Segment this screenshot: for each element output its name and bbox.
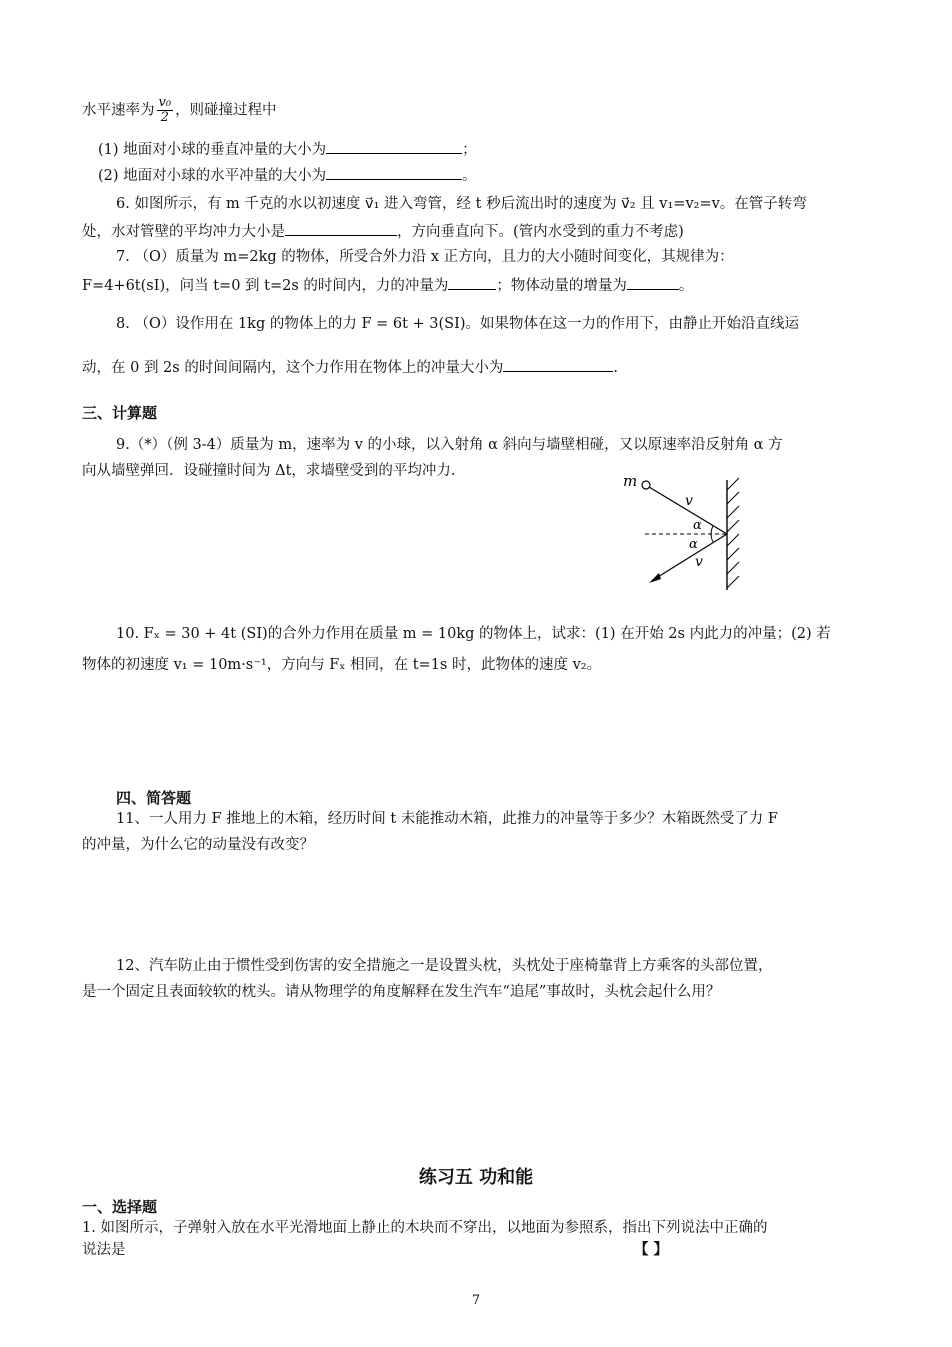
q1-line-2: 说法是 【 】 xyxy=(82,1239,872,1261)
answer-blank[interactable] xyxy=(448,274,496,290)
text-l1-tail: ，则碰撞过程中 xyxy=(175,102,277,119)
wall-collision-diagram xyxy=(615,470,765,595)
q9-line-1: 9.（*）（例 3-4）质量为 m，速率为 v 的小球，以入射角 α 斜向与墙壁相碰，又以原速率沿反射角 α 方 xyxy=(116,437,783,453)
label-m: m xyxy=(623,472,638,490)
ball-icon xyxy=(642,481,650,489)
answer-blank[interactable] xyxy=(627,274,679,290)
answer-blank[interactable] xyxy=(326,164,462,180)
arrow-head-icon xyxy=(649,573,661,583)
q7-line-1: 7. （O）质量为 m=2kg 的物体，所受合外力沿 x 正方向，且力的大小随时间变化，其规律为： xyxy=(116,249,734,265)
fraction-v0-over-2: $\frac{\text{v₀}}{2}$ xyxy=(158,95,172,125)
q6-line-1: 6. 如图所示，有 m 千克的水以初速度 v⃗₁ 进入弯管，经 t 秒后流出时的速度为 v⃗₂ 且 v₁=v₂=v。在管子转弯 xyxy=(116,196,807,212)
label-alpha-1: α xyxy=(693,518,702,533)
q12-line-2: 是一个固定且表面较软的枕头。请从物理学的角度解释在发生汽车“追尾”事故时，头枕会起什么用？ xyxy=(82,984,721,1000)
label-v-in: v xyxy=(685,493,693,509)
q8-line-2: 动，在 0 到 2s 的时间间隔内，这个力作用在物体上的冲量大小为 . xyxy=(82,356,872,379)
answer-bracket[interactable]: 【 】 xyxy=(634,1242,669,1258)
answer-blank[interactable] xyxy=(503,356,613,372)
q6-line-2: 处，水对管壁的平均冲力大小是 ，方向垂直向下。(管内水受到的重力不考虑) xyxy=(82,220,872,243)
q12-line-1: 12、汽车防止由于惯性受到伤害的安全措施之一是设置头枕，头枕处于座椅靠背上方乘客的头部位置， xyxy=(116,958,773,974)
question-b: (2) 地面对小球的水平冲量的大小为 。 xyxy=(98,164,872,187)
q10-line-2: 物体的初速度 v₁ = 10m·s⁻¹，方向与 Fₓ 相同，在 t=1s 时，此物体的速度 v₂。 xyxy=(82,657,602,673)
q7-line-2: F=4+6t(sI)，问当 t=0 到 t=2s 的时间内，力的冲量为 ；物体动量的增量为 。 xyxy=(82,274,872,297)
exercise-title: 练习五 功和能 xyxy=(418,1167,534,1188)
q10-line-1: 10. Fₓ = 30 + 4t (SI)的合外力作用在质量 m = 10kg 的物体上，试求：(1) 在开始 2s 内此力的冲量；(2) 若 xyxy=(116,626,831,642)
answer-blank[interactable] xyxy=(285,220,397,236)
section-heading-calc: 三、计算题 xyxy=(82,404,158,422)
q11-line-1: 11、一人用力 F 推地上的木箱，经历时间 t 未能推动木箱，此推力的冲量等于多少？木箱既然受了力 F xyxy=(116,811,778,827)
section-heading-choice: 一、选择题 xyxy=(82,1198,158,1216)
label-alpha-2: α xyxy=(689,537,698,552)
label-v-out: v xyxy=(695,554,703,570)
page-number: 7 xyxy=(471,1293,481,1308)
section-heading-short: 四、简答题 xyxy=(116,789,192,807)
q1-line-1: 1. 如图所示，子弹射入放在水平光滑地面上静止的木块而不穿出，以地面为参照系，指出下列说法中正确的 xyxy=(82,1220,768,1236)
line-1 xyxy=(82,96,872,125)
text-l1: 水平速率为 xyxy=(82,102,155,119)
q8-line-1: 8. （O）设作用在 1kg 的物体上的力 F = 6t + 3(SI)。如果物体在这一力的作用下，由静止开始沿直线运 xyxy=(116,316,799,332)
question-a: (1) 地面对小球的垂直冲量的大小为 ； xyxy=(98,138,872,161)
answer-blank[interactable] xyxy=(326,138,462,154)
q9-line-2: 向从墙壁弹回．设碰撞时间为 Δt，求墙壁受到的平均冲力. xyxy=(82,463,456,479)
q11-line-2: 的冲量，为什么它的动量没有改变？ xyxy=(82,837,314,853)
